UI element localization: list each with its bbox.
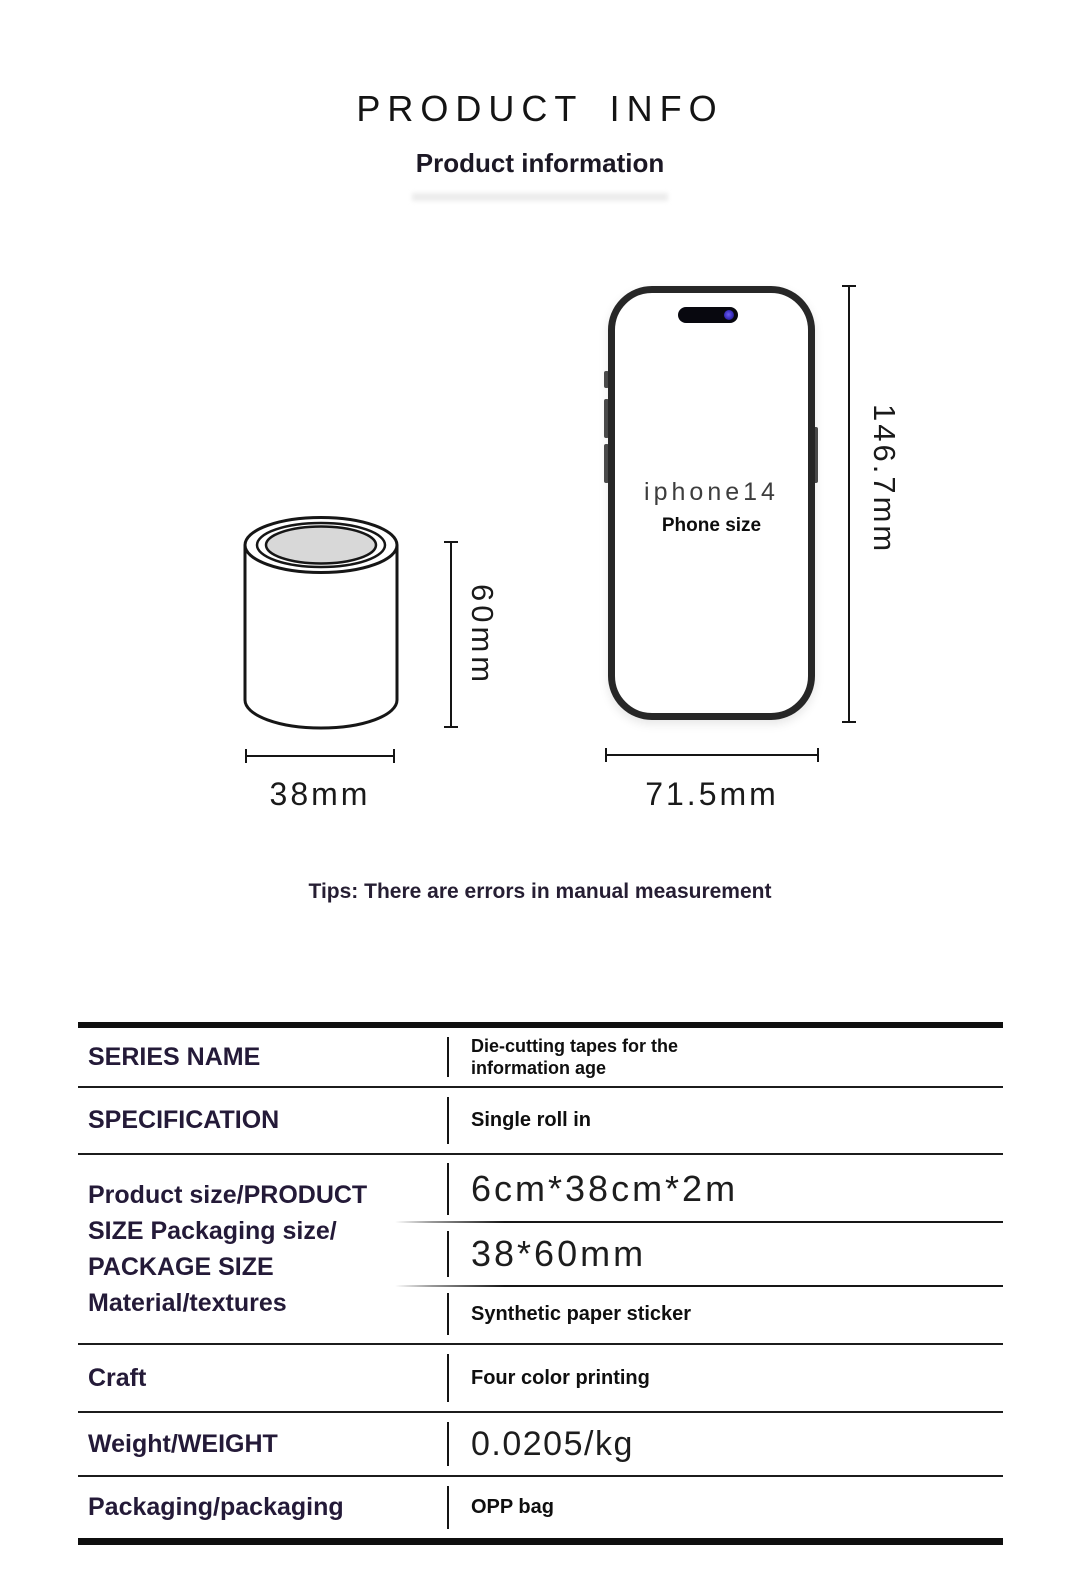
row-value: 6cm*38cm*2m [471,1168,739,1209]
dynamic-island [678,307,738,323]
roll-height-label: 60mm [465,584,500,687]
row-value: Synthetic paper sticker [471,1302,692,1325]
column-divider [447,1163,449,1215]
table-subrow-product-size [447,1155,1003,1223]
table-row-series-name [78,1028,1003,1086]
row-value: Die-cutting tapes for the information age [471,1036,679,1078]
column-divider [447,1354,449,1402]
column-divider [447,1097,449,1144]
subrow-separator [395,1221,1003,1223]
table-subrow-material [447,1285,1003,1343]
table-row-packaging [78,1475,1003,1538]
table-row-specification [78,1086,1003,1153]
group-row-label [78,1177,447,1321]
row-value: 38*60mm [471,1233,647,1274]
spec-table [78,1022,1003,1545]
row-value: OPP bag [471,1496,554,1518]
tape-roll-illustration [235,510,410,745]
column-divider [447,1422,449,1466]
tips-note: Tips: There are errors in manual measurement [308,880,772,903]
group-label-line: Material/textures [88,1289,287,1317]
row-label: Craft [88,1363,147,1392]
phone-size-caption: Phone size [661,515,762,536]
phone-model-label: iphone14 [644,478,779,506]
roll-width-label: 38mm [269,776,371,812]
row-label: Weight/WEIGHT [88,1429,278,1458]
phone-height-label: 146.7mm [867,404,902,555]
column-divider [447,1231,449,1277]
page-title: PRODUCT INFO [356,88,724,129]
column-divider [447,1037,449,1077]
row-value: Single roll in [471,1109,592,1131]
row-value: Four color printing [471,1366,650,1389]
subrow-separator [395,1285,1003,1287]
phone-width-label: 71.5mm [645,776,779,812]
table-subrow-package-size [447,1223,1003,1285]
row-label: SERIES NAME [88,1042,261,1071]
row-label: Packaging/packaging [88,1493,344,1521]
table-row-size-material-group [78,1153,1003,1343]
phone-illustration [608,286,815,720]
page-subtitle: Product information [415,148,665,178]
roll-height-measure-line [450,541,452,728]
group-row-values [447,1155,1003,1343]
group-label-line: Product size/PRODUCT [88,1181,368,1209]
phone-height-measure-line [848,285,850,723]
group-label-line: SIZE Packaging size/ [88,1217,337,1245]
table-row-craft [78,1343,1003,1411]
row-label: SPECIFICATION [88,1106,280,1134]
column-divider [447,1486,449,1529]
camera-icon [724,310,734,320]
subtitle-shadow [412,193,668,201]
roll-width-measure-line [245,755,395,757]
column-divider [447,1293,449,1335]
row-value: 0.0205/kg [471,1424,634,1463]
phone-width-measure-line [605,754,819,756]
group-label-line: PACKAGE SIZE [88,1253,274,1281]
table-row-weight [78,1411,1003,1475]
